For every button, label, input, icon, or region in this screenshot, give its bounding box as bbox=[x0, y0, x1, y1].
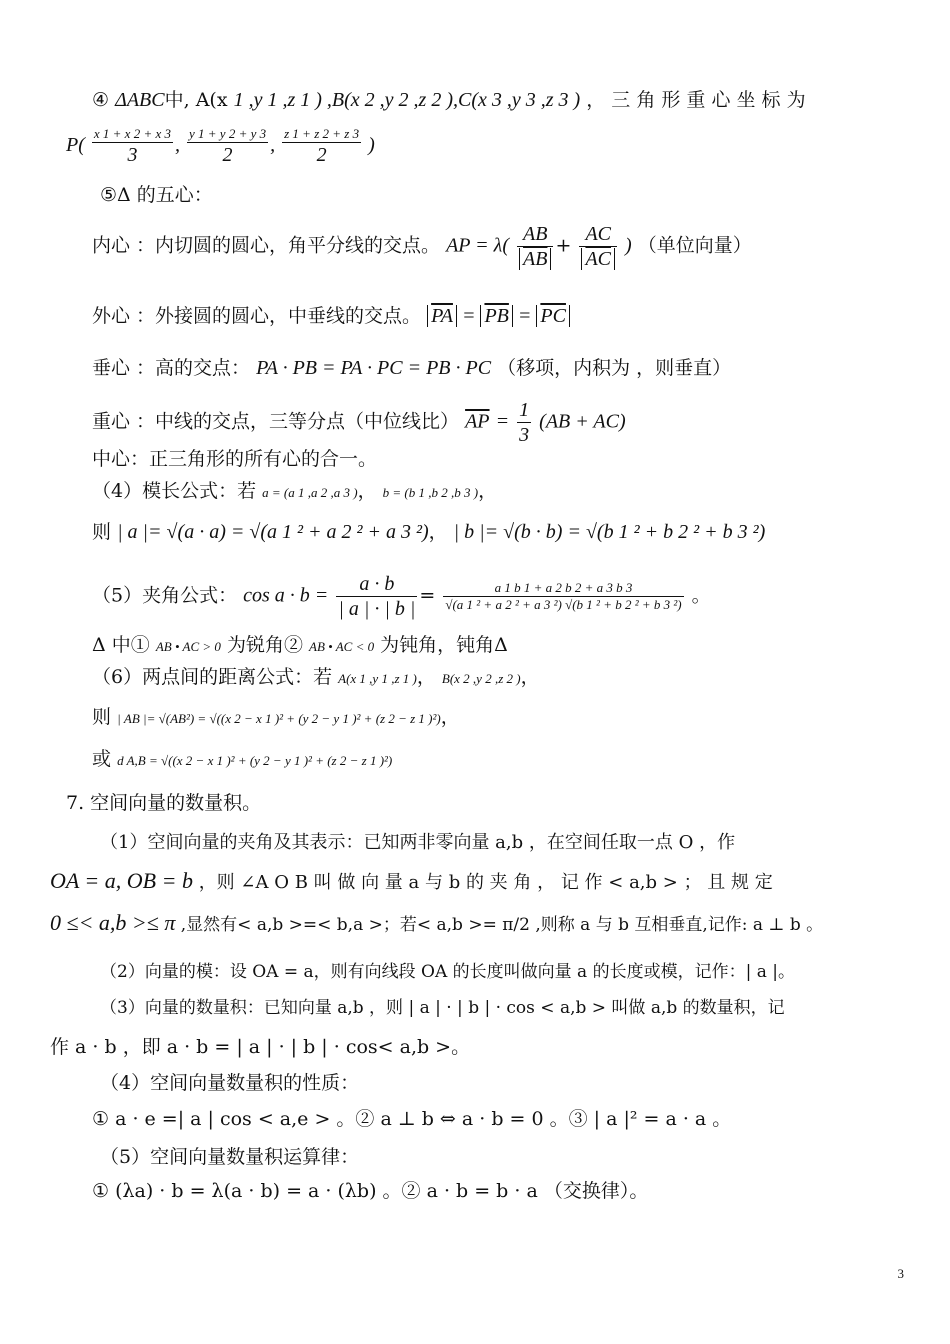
center-line: 中心：正三角形的所有心的合一。 bbox=[92, 448, 378, 470]
text: 垂心 ：高的交点： bbox=[92, 357, 251, 379]
paragraph-line: 0 ≤< a,b >≤ π ,显然有< a,b >=< b,a >；若< a,b >= π/2 ,则称 a 与 b 互相垂直,记作: a ⊥ b 。 bbox=[50, 910, 824, 935]
text: （6）两点间的距离公式：若 bbox=[92, 666, 333, 688]
distance-heading-line: （6）两点间的距离公式：若 A(x 1 ,y 1 ,z 1 )， B(x 2 ,y 2 ,z 2 )， bbox=[92, 666, 540, 688]
paragraph-line: （3）向量的数量积：已知向量 a,b ，则 | a | · | b | · cos < a,b > 叫做 a,b 的数量积，记 bbox=[100, 998, 785, 1018]
fraction: $\frac{a \cdot b}{| a | \cdot | b |}$ bbox=[338, 573, 416, 620]
distance-formula-line: 则 | AB |= √(AB²) = √((x 2 − x 1 )² + (y 2 − y 1 )² + (z 2 − z 1 )²)， bbox=[92, 706, 460, 728]
formula: PA · PB = PA · PC = PB · PC bbox=[256, 357, 492, 379]
paragraph-line: ① a · e =| a | cos < a,e > 。② a ⊥ b ⇔ a · b = 0 。③ | a |² = a · a 。 bbox=[92, 1108, 732, 1130]
centroid-line bbox=[92, 88, 806, 112]
paragraph-line: 作 a · b ，即 a · b = | a | · | b | · cos< a,b >。 bbox=[50, 1036, 471, 1058]
text: （5）夹角公式： bbox=[92, 584, 238, 607]
text: （4）模长公式：若 bbox=[92, 480, 257, 502]
paragraph-line: ① (λa) · b = λ(a · b) = a · (λb) 。② a · b = b · a （交换律）。 bbox=[92, 1180, 649, 1202]
text: 中, bbox=[164, 89, 190, 111]
note: （单位向量） bbox=[637, 234, 752, 257]
modulus-formula-line: 则 | a |= √(a · a) = √(a 1 ² + a 2 ² + a 3 ²)， | b |= √(b · b) = √(b 1 ² + b 2 ² + b 3 ²) bbox=[92, 521, 766, 543]
circumcenter-line: 外心 ：外接圆的圆心，中垂线的交点。 $\overline{PA} = \overline{PB} = \overline{PC}$ bbox=[92, 304, 570, 328]
fraction: $\frac{AC}{AC}$ bbox=[579, 222, 617, 271]
points-coordinates: 1 ,y 1 ,z 1 ) ,B(x 2 ,y 2 ,z 2 ),C(x 3 ,y 3 ,z 3 ) bbox=[233, 89, 581, 111]
text: 外心 ：外接圆的圆心，中垂线的交点。 bbox=[92, 305, 422, 327]
centroid-center-line: 重心 ：中线的交点，三等分点（中位线比） $\overline{AP}$ = $\frac{1}{3}$ (AB + AC) bbox=[92, 399, 626, 446]
fraction: $\frac{a 1 b 1 + a 2 b 2 + a 3 b 3}{\text{√(a 1 ² + a 2 ² + a 3 ²) √(b 1 ² + b 2 ² + b 3 ²)}}$ bbox=[445, 580, 682, 612]
angle-formula-line: （5）夹角公式： cos a · b = $\frac{a \cdot b}{| a | \cdot | b |}$ = $\frac{a 1 b 1 + a 2 b 2 + a 3 b 3}{\text{√(a 1 ² + a 2 ² + a 3 ²) √(b 1 ² + b 2 ² + b 3 ²)}}$ 。 bbox=[92, 573, 711, 620]
paragraph-line: （5）空间向量数量积运算律： bbox=[100, 1146, 360, 1168]
triangle-symbol: ΔABC bbox=[115, 89, 165, 111]
fraction: $\frac{1}{3}$ bbox=[519, 399, 530, 446]
fraction: $\frac{z 1 + z 2 + z 3}{2}$ bbox=[284, 126, 360, 166]
five-centers-heading: ⑤Δ 的五心： bbox=[100, 184, 213, 206]
formula: AP = λ( bbox=[446, 234, 509, 257]
orthocenter-line bbox=[92, 356, 731, 380]
note: （移项，内积为 ，则垂直） bbox=[497, 357, 732, 379]
formula: d A,B = √((x 2 − x 1 )² + (y 2 − y 1 )² + (z 2 − z 1 )²) bbox=[117, 753, 393, 768]
point-a: A(x bbox=[195, 89, 228, 111]
page-number: 3 bbox=[897, 1266, 904, 1281]
paragraph-line: （4）空间向量数量积的性质： bbox=[100, 1072, 360, 1094]
text: 重心 ：中线的交点，三等分点（中位线比） bbox=[92, 410, 460, 433]
fraction: $\frac{AB}{AB}$ bbox=[517, 222, 553, 271]
centroid-formula: P( $\frac{x 1 + x 2 + x 3}{3}$ , $\frac{y 1 + y 2 + y 3}{2}$ , $\frac{z 1 + z 2 + z 3}{2}$ ) bbox=[66, 126, 375, 166]
text: 内心 ：内切圆的圆心，角平分线的交点。 bbox=[92, 234, 441, 257]
incenter-line: 内心 ：内切圆的圆心，角平分线的交点。 AP = λ( $\frac{AB}{AB}$ + $\frac{AC}{AC}$ ) （单位向量） bbox=[92, 223, 752, 270]
paragraph-line: （2）向量的模：设 OA = a，则有向线段 OA 的长度叫做向量 a 的长度或模，记作：| a |。 bbox=[100, 962, 795, 982]
formula: | b |= √(b · b) = √(b 1 ² + b 2 ² + b 3 ²) bbox=[453, 521, 766, 543]
angle-type-line: Δ 中① AB • AC > 0 为锐角② AB • AC < 0 为钝角，钝角Δ bbox=[92, 634, 508, 656]
paragraph-line: OA = a, OB = b ，则 ∠A O B 叫 做 向 量 a 与 b 的 夹 角 ， 记 作 < a,b > ； 且 规 定 bbox=[50, 868, 773, 893]
section-heading: 7. 空间向量的数量积。 bbox=[66, 792, 262, 814]
modulus-heading-line: （4）模长公式：若 a = (a 1 ,a 2 ,a 3 )， b = (b 1 ,b 2 ,b 3 )， bbox=[92, 480, 498, 502]
paragraph-line: （1）空间向量的夹角及其表示：已知两非零向量 a,b ，在空间任取一点 O ，作 bbox=[100, 832, 736, 853]
p-label: P( bbox=[66, 133, 85, 156]
text: ， 三 角 形 重 心 坐 标 为 bbox=[586, 89, 806, 111]
fraction: $\frac{y 1 + y 2 + y 3}{2}$ bbox=[189, 126, 267, 166]
distance-alt-line: 或 d A,B = √((x 2 − x 1 )² + (y 2 − y 1 )² + (z 2 − z 1 )²) bbox=[92, 748, 393, 770]
fraction: $\frac{x 1 + x 2 + x 3}{3}$ bbox=[93, 126, 171, 166]
item-marker: ④ bbox=[92, 89, 110, 111]
formula: | AB |= √(AB²) = √((x 2 − x 1 )² + (y 2 − y 1 )² + (z 2 − z 1 )²) bbox=[117, 711, 441, 726]
formula: | a |= √(a · a) = √(a 1 ² + a 2 ² + a 3 ²) bbox=[117, 521, 429, 543]
